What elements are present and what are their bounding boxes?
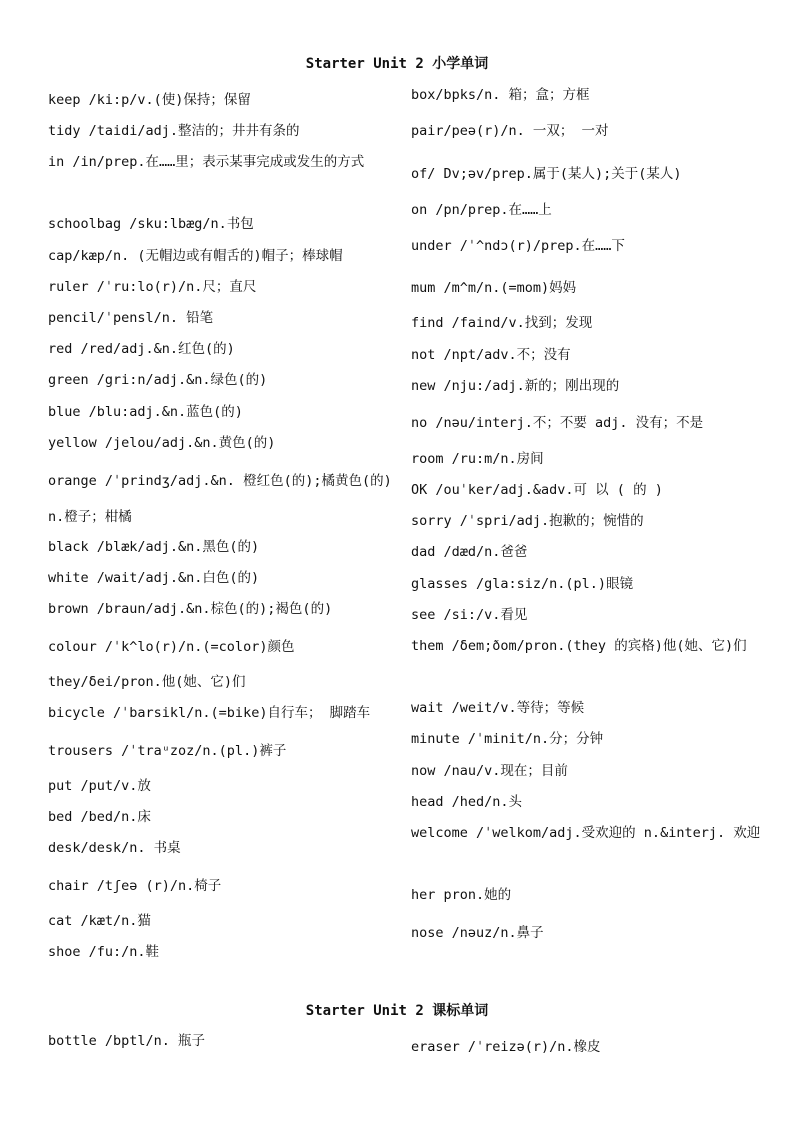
word-entry: chair /tʃeə (r)/n.椅子 bbox=[48, 878, 222, 894]
word-entry: ruler /ˈru:lo(r)/n.尺；直尺 bbox=[48, 279, 257, 295]
word-entry: orange /ˈprindʒ/adj.&n. 橙红色(的);橘黄色(的) n.橙子；柑橘 bbox=[48, 473, 392, 525]
word-entry: her pron.她的 bbox=[411, 887, 512, 903]
word-entry: OK /ouˈker/adj.&adv.可 以 ( 的 ) bbox=[411, 482, 663, 498]
word-entry: white /wait/adj.&n.白色(的) bbox=[48, 570, 260, 586]
word-entry: tidy /taidi/adj.整洁的；井井有条的 bbox=[48, 123, 300, 139]
word-entry: eraser /ˈreizə(r)/n.橡皮 bbox=[411, 1039, 601, 1055]
word-entry: bed /bed/n.床 bbox=[48, 809, 151, 825]
word-entry: brown /braun/adj.&n.棕色(的);褐色(的) bbox=[48, 601, 333, 617]
word-entry: under /ˈ^ndɔ(r)/prep.在……下 bbox=[411, 238, 625, 254]
word-entry: wait /weit/v.等待；等候 bbox=[411, 700, 585, 716]
word-entry: on /pn/prep.在……上 bbox=[411, 202, 552, 218]
word-entry: no /nəu/interj.不；不要 adj. 没有；不是 bbox=[411, 415, 704, 431]
word-entry: black /blæk/adj.&n.黑色(的) bbox=[48, 539, 260, 555]
word-entry: desk/desk/n. 书桌 bbox=[48, 840, 181, 856]
word-entry: dad /dæd/n.爸爸 bbox=[411, 544, 528, 560]
word-entry: bottle /bptl/n. 瓶子 bbox=[48, 1033, 206, 1049]
word-entry: sorry /ˈspri/adj.抱歉的；惋惜的 bbox=[411, 513, 644, 529]
word-entry: schoolbag /sku:lbæg/n.书包 bbox=[48, 216, 254, 232]
section-title-curriculum-words: Starter Unit 2 课标单词 bbox=[305, 1003, 489, 1019]
word-entry: pencil/ˈpensl/n. 铅笔 bbox=[48, 310, 214, 326]
word-entry: cap/kæp/n. (无帽边或有帽舌的)帽子；棒球帽 bbox=[48, 248, 343, 264]
word-entry: minute /ˈminit/n.分；分钟 bbox=[411, 731, 604, 747]
word-entry: pair/peə(r)/n. 一双； 一对 bbox=[411, 123, 609, 139]
word-entry: new /nju:/adj.新的；刚出现的 bbox=[411, 378, 620, 394]
word-entry: nose /nəuz/n.鼻子 bbox=[411, 925, 544, 941]
word-entry: them /δem;ðom/pron.(they 的宾格)他(她、它)们 bbox=[411, 638, 747, 654]
curriculum-word-list-left bbox=[48, 1027, 392, 1055]
word-entry: glasses /gla:siz/n.(pl.)眼镜 bbox=[411, 576, 634, 592]
word-entry: red /red/adj.&n.红色(的) bbox=[48, 341, 235, 357]
word-entry: not /npt/adv.不；没有 bbox=[411, 347, 571, 363]
section-title-primary-words: Starter Unit 2 小学单词 bbox=[305, 56, 489, 72]
word-entry: of/ Dv;əv/prep.属于(某人);关于(某人) bbox=[411, 166, 682, 182]
word-entry: welcome /ˈwelkom/adj.受欢迎的 n.&interj. 欢迎 bbox=[411, 825, 761, 841]
word-entry: box/bpks/n. 箱；盒；方框 bbox=[411, 87, 590, 103]
word-entry: green /gri:n/adj.&n.绿色(的) bbox=[48, 372, 268, 388]
word-entry: bicycle /ˈbarsikl/n.(=bike)自行车； 脚踏车 bbox=[48, 705, 371, 721]
word-entry: head /hed/n.头 bbox=[411, 794, 523, 810]
word-entry: cat /kæt/n.猫 bbox=[48, 913, 151, 929]
word-entry: trousers /ˈtraᵘzoz/n.(pl.)裤子 bbox=[48, 743, 287, 759]
word-entry: put /put/v.放 bbox=[48, 778, 151, 794]
curriculum-word-list-right bbox=[411, 1033, 763, 1061]
word-entry: they/δei/pron.他(她、它)们 bbox=[48, 674, 246, 690]
word-entry: see /si:/v.看见 bbox=[411, 607, 528, 623]
word-entry: colour /ˈk^lo(r)/n.(=color)颜色 bbox=[48, 639, 295, 655]
word-entry: mum /m^m/n.(=mom)妈妈 bbox=[411, 280, 577, 296]
word-entry: in /in/prep.在……里；表示某事完成或发生的方式 bbox=[48, 154, 365, 170]
word-entry: yellow /jelou/adj.&n.黄色(的) bbox=[48, 435, 276, 451]
word-entry: now /nau/v.现在；目前 bbox=[411, 763, 568, 779]
word-entry: shoe /fu:/n.鞋 bbox=[48, 944, 160, 960]
word-entry: blue /blu:adj.&n.蓝色(的) bbox=[48, 404, 243, 420]
word-entry: find /faind/v.找到；发现 bbox=[411, 315, 593, 331]
word-entry: room /ru:m/n.房间 bbox=[411, 451, 544, 467]
word-entry: keep /ki:p/v.(使)保持；保留 bbox=[48, 92, 251, 108]
